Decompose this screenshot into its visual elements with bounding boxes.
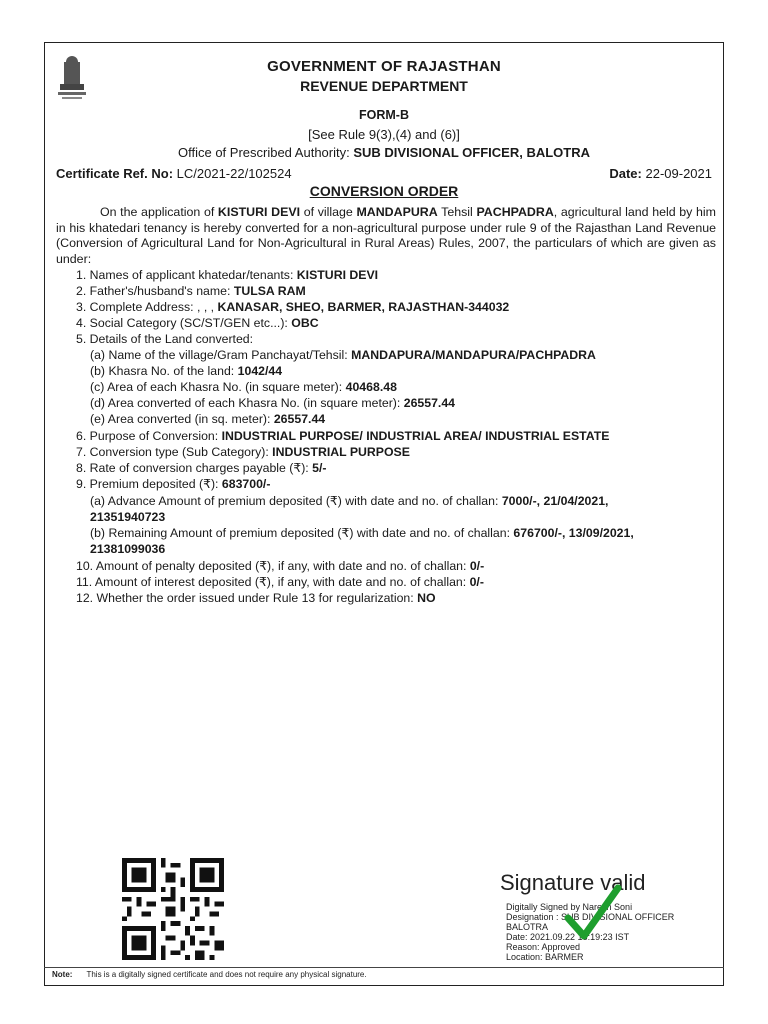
list-item: 9. Premium deposited (₹): 683700/- xyxy=(76,477,271,491)
list-item: (a) Advance Amount of premium deposited (₹) with date and no. of challan: 7000/-, 21/04/2021, xyxy=(90,494,609,508)
government-title: GOVERNMENT OF RAJASTHAN xyxy=(267,58,501,75)
list-item: (c) Area of each Khasra No. (in square meter): 40468.48 xyxy=(90,380,397,394)
note-label: Note: xyxy=(52,970,73,979)
list-item: 7. Conversion type (Sub Category): INDUSTRIAL PURPOSE xyxy=(76,445,410,459)
intro-tehsil: PACHPADRA xyxy=(476,205,554,219)
order-title: CONVERSION ORDER xyxy=(309,183,459,199)
list-item: 1. Names of applicant khatedar/tenants: KISTURI DEVI xyxy=(76,268,379,282)
department-title: REVENUE DEPARTMENT xyxy=(300,78,468,94)
office-line xyxy=(0,145,768,160)
list-item: (d) Area converted of each Khasra No. (in square meter): 26557.44 xyxy=(90,396,456,410)
list-item: (e) Area converted (in sq. meter): 26557.44 xyxy=(90,412,326,426)
list-item: 4. Social Category (SC/ST/GEN etc...): OBC xyxy=(76,316,319,330)
note-text: This is a digitally signed certificate and does not require any physical signature. xyxy=(86,970,367,979)
date-label: Date: xyxy=(609,166,642,181)
intro-applicant: KISTURI DEVI xyxy=(217,205,301,219)
form-label: FORM-B xyxy=(359,108,409,122)
digital-signature-block xyxy=(500,870,720,970)
list-item: 8. Rate of conversion charges payable (₹): 5/- xyxy=(76,461,327,475)
note-divider xyxy=(44,967,724,968)
list-item: 2. Father's/husband's name: TULSA RAM xyxy=(76,284,306,298)
order-date xyxy=(609,166,712,181)
list-item: 21351940723 xyxy=(90,510,166,524)
rule-reference: [See Rule 9(3),(4) and (6)] xyxy=(308,127,460,142)
list-item: (a) Name of the village/Gram Panchayat/Tehsil: MANDAPURA/MANDAPURA/PACHPADRA xyxy=(90,348,596,362)
date-value: 22-09-2021 xyxy=(645,166,712,181)
certificate-ref-value: LC/2021-22/102524 xyxy=(176,166,292,181)
intro-village: MANDAPURA xyxy=(356,205,438,219)
list-item: 10. Amount of penalty deposited (₹), if any, with date and no. of challan: 0/- xyxy=(76,559,485,573)
qr-code-icon xyxy=(122,858,224,960)
list-item: 11. Amount of interest deposited (₹), if any, with date and no. of challan: 0/- xyxy=(76,575,484,589)
list-item: 5. Details of the Land converted: xyxy=(76,332,254,346)
list-item: (b) Remaining Amount of premium deposited (₹) with date and no. of challan: 676700/-, 13/09/2021, xyxy=(90,526,634,540)
list-item: (b) Khasra No. of the land: 1042/44 xyxy=(90,364,283,378)
signature-status: Signature valid xyxy=(500,870,646,895)
list-item: 12. Whether the order issued under Rule 13 for regularization: NO xyxy=(76,591,436,605)
signature-valid-checkmark-icon xyxy=(562,880,622,944)
footer-note xyxy=(52,970,367,979)
office-value: SUB DIVISIONAL OFFICER, BALOTRA xyxy=(353,145,590,160)
list-item: 3. Complete Address: , , , KANASAR, SHEO, BARMER, RAJASTHAN-344032 xyxy=(76,300,510,314)
office-label: Office of Prescribed Authority: xyxy=(177,145,350,160)
intro-paragraph: On the application of KISTURI DEVI of village MANDAPURA Tehsil PACHPADRA, agricultural land held by him in his khatedari tenancy is hereby converted for a non-agricultural purpose under rule 9 of the Rajasthan Land Revenue (Conversion of Agricultural Land for Non-Agricultural in Rural Areas) Rules, 2007, the particulars of which are given as under: xyxy=(56,205,716,266)
list-item: 6. Purpose of Conversion: INDUSTRIAL PURPOSE/ INDUSTRIAL AREA/ INDUSTRIAL ESTATE xyxy=(76,429,610,443)
reference-row xyxy=(56,166,712,181)
list-item: 21381099036 xyxy=(90,542,166,556)
signature-details: Digitally Signed by Naresh Soni Designation : SUB DIVISIONAL OFFICER BALOTRA Date: 2021.09.22 18:19:23 IST Reason: Approved Location: BARMER xyxy=(506,902,675,962)
certificate-ref xyxy=(56,166,292,181)
certificate-ref-label: Certificate Ref. No: xyxy=(56,166,174,181)
